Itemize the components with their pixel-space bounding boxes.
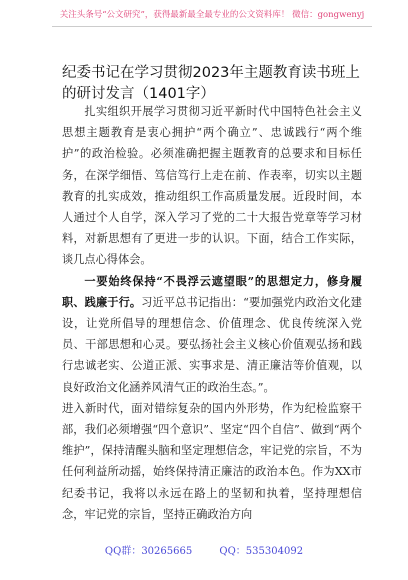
document-body: [62, 101, 362, 525]
section-1-paragraph: [62, 271, 362, 398]
header-notice: 关注头条号“公文研究”，获得最新最全最专业的公文资料库！ 微信：gongwenyj: [52, 8, 372, 27]
document-title: 纪委书记在学习贯彻2023年主题教育读书班上的研讨发言（1401字）: [62, 64, 360, 102]
section-1-heading: 一要始终保持“不畏浮云遮望眼”的思想定力，修身履职、践廉于行。: [62, 273, 362, 309]
footer-qq-group: QQ群：30265665: [104, 546, 193, 557]
footer-contacts: [0, 542, 408, 557]
section-2-paragraph: 进入新时代，面对错综复杂的国内外形势，作为纪检监察干部，我们必须增强“四个意识”、坚定“四个自信”、做到“两个维护”，保持清醒头脑和坚定理想信念，牢记党的宗旨，不为任何利益所动摇，始终保持清正廉洁的政治本色。作为XX市纪委书记，我将以永远在路上的坚韧和执着，坚持理想信念，牢记党的宗旨，坚持正确政治方向: [62, 401, 362, 521]
section-1-text: 习近平总书记指出：“要加强党内政治文化建设，让党所倡导的理想信念、价值理念、优良传统深入党员、干部思想和心灵。要弘扬社会主义核心价值观弘扬和践行忠诚老实、公道正派、实事求是、清正廉洁等价值观，以良好政治文化涵养风清气正的政治生态。”。: [62, 295, 362, 394]
intro-paragraph: 扎实组织开展学习贯彻习近平新时代中国特色社会主义思想主题教育是衷心拥护“两个确立”、忠诚践行“两个维护”的政治检验。必须准确把握主题教育的总要求和目标任务，在深学细悟、笃信笃行上走在前、作表率，切实以主题教育的扎实成效，推动组织工作高质量发展。近段时间，本人通过个人自学，深入学习了党的二十大报告党章等学习材料，对新思想有了更进一步的认识。下面，结合工作实际，谈几点心得体会。: [62, 105, 362, 267]
footer-qq: QQ：535304092: [219, 546, 304, 557]
